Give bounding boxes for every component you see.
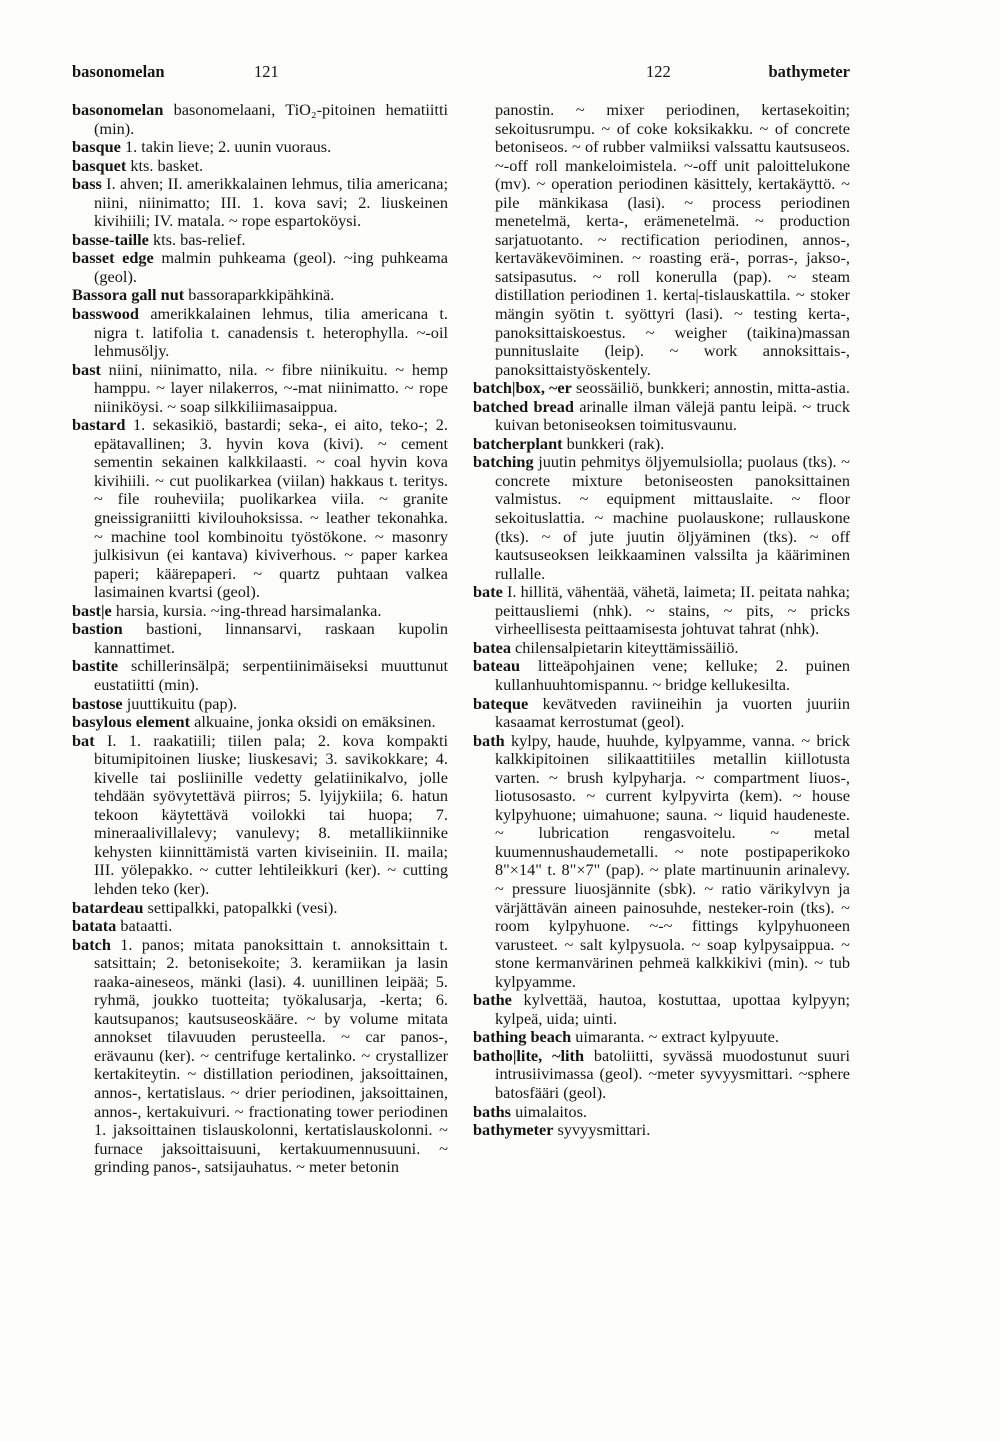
entry-definition: alkuaine, jonka oksidi on emäksinen. bbox=[190, 712, 436, 732]
dictionary-entry bbox=[72, 361, 448, 417]
entry-headword: bateque bbox=[473, 693, 529, 713]
dictionary-entry bbox=[72, 231, 448, 250]
dictionary-column-left bbox=[72, 101, 448, 1177]
entry-definition: juutin pehmitys öljyemulsiolla; puolaus (tks). ~ concrete mixture betoniseosten panoksittainen valmistus. ~ equipment mittauslaite. ~ floor sekoituslattia. ~ machine puolauskone; rullauskone (tks). ~ of jute juutin öljyäminen (tks). ~ off kautsuseoksen leikkaaminen valssilta ja kääriminen rullalle. bbox=[495, 452, 850, 583]
entry-definition: kevätveden raviineihin ja vuorten juuriin kasaamat kerrostumat (geol). bbox=[495, 693, 850, 732]
dictionary-entry bbox=[72, 286, 448, 305]
guide-word-left: basonomelan bbox=[72, 62, 165, 81]
dictionary-entry bbox=[72, 695, 448, 714]
entry-headword: basque bbox=[72, 137, 121, 157]
entry-definition: kts. basket. bbox=[126, 155, 204, 175]
entry-definition: 1. takin lieve; 2. uunin vuoraus. bbox=[120, 137, 332, 157]
dictionary-entry bbox=[72, 917, 448, 936]
entry-headword: baths bbox=[473, 1101, 512, 1121]
entry-definition: settipalkki, patopalkki (vesi). bbox=[143, 897, 338, 917]
dictionary-entry bbox=[473, 583, 850, 639]
entry-headword: bathe bbox=[473, 990, 512, 1010]
page-number-left: 121 bbox=[254, 62, 279, 81]
entry-definition: bastioni, linnansarvi, raskaan kupolin kannattimet. bbox=[94, 619, 448, 657]
entry-headword: batching bbox=[473, 452, 534, 472]
dictionary-entry bbox=[473, 398, 850, 435]
entry-headword: batea bbox=[473, 637, 511, 657]
entry-definition: schillerinsälpä; serpentiinimäiseksi muuttunut eustatiitti (min). bbox=[94, 656, 448, 694]
guide-word-right: bathymeter bbox=[768, 62, 850, 81]
dictionary-entry bbox=[473, 435, 850, 454]
entry-headword: bastose bbox=[72, 693, 123, 713]
entry-headword: bath bbox=[473, 730, 505, 750]
entry-headword: basonomelan bbox=[72, 100, 164, 119]
dictionary-entry bbox=[473, 1121, 850, 1140]
entry-definition: arinalle ilman välejä pantu leipä. ~ truck kuivan betoniseoksen toimitusvaunu. bbox=[495, 396, 850, 435]
dictionary-entry bbox=[473, 101, 850, 379]
dictionary-entry bbox=[72, 157, 448, 176]
entry-definition: uimalaitos. bbox=[511, 1101, 587, 1121]
entry-definition: 1. panos; mitata panoksittain t. annoksittain t. satsittain; 2. betonisekoite; 3. keramiikan ja lasin raaka-aineseos, mänki (lasi). 4. uunillinen leipää; 5. ryhmä, joukko tuotteita; työkalusarja, -kerta; 6. kautsupanos; kautsuseoskääre. ~ by volume mitata annokset tilavuuden perusteella. ~ car panos-, erävaunu (ker). ~ centrifuge kertalinko. ~ crystallizer kertakiteytin. ~ distillation periodinen, jaksoittainen, annos-, kertatislaus. ~ drier periodinen, jaksoittainen, annos-, kertakuivuri. ~ fractionating tower periodinen 1. jaksoittainen tislauskolonni, kertatislauskolonni. ~ furnace jaksoittaisuuni, kertakuumennusuuni. ~ grinding panos-, satsijauhatus. ~ meter betonin bbox=[94, 934, 448, 1177]
entry-headword: bathymeter bbox=[473, 1120, 554, 1140]
entry-headword: batcherplant bbox=[473, 433, 563, 453]
entry-definition: kylvettää, hautoa, kostuttaa, upottaa kylpyyn; kylpeä, uida; uinti. bbox=[495, 990, 850, 1028]
entry-headword: bastion bbox=[72, 619, 123, 639]
entry-definition: panostin. ~ mixer periodinen, kertasekoitin; sekoitusrumpu. ~ of coke koksikakku. ~ of concrete betoniseos. ~ of rubber valmiiksi valssattu kautsuseos. ~-off roll mankeloimistela. ~-off unit paloittelukone (mv). ~ operation periodinen käsittely, kertakäyttö. ~ pile mänkikasa (lasi). ~ process periodinen menetelmä, kerta-, erämenetelmä. ~ production sarjatuotanto. ~ rectification periodinen, annos-, kertaväkevöiminen. ~ roasting erä-, porras-, jakso-, satsipasutus. ~ roll konerulla (pap). ~ steam distillation periodinen 1. kerta|-tislauskattila. ~ stoker mängin syötin t. syöttyri (lasi). ~ testing kerta-, panoksittaiskoestus. ~ weigher (taikina)massan punnituslaite (leip). ~ work annoksittais-, panoksittaistyöskentely. bbox=[495, 100, 850, 379]
entry-definition: I. ahven; II. amerikkalainen lehmus, tilia americana; niini, niinimatto; III. 1. kova savi; 2. liuskeinen kivihiili; IV. matala. ~ rope espartoköysi. bbox=[94, 174, 448, 231]
entry-headword: bast|e bbox=[72, 600, 112, 620]
dictionary-entry bbox=[473, 639, 850, 658]
dictionary-entry bbox=[72, 249, 448, 286]
entry-headword: bathing beach bbox=[473, 1027, 572, 1047]
entry-definition: litteäpohjainen vene; kelluke; 2. puinen kullanhuuhtomispannu. ~ bridge kellukesilta. bbox=[495, 656, 850, 694]
entry-definition: bassoraparkkipähkinä. bbox=[184, 285, 335, 305]
dictionary-entry bbox=[72, 101, 448, 138]
entry-headword: bat bbox=[72, 730, 95, 750]
entry-definition: I. 1. raakatiili; tiilen pala; 2. kova kompakti bitumipitoinen liuske; liuskesavi; 3. savikokkare; 4. kivelle tai posliinille vedetty gelatiinikalvo, jolle tehdään syövytettävä piirros; 5. lyijykiila; 6. hatun tekoon käytettävä voilokki tai huopa; 7. mineraalivillalevy; vanulevy; 8. metallikiinnike kehysten kiinnittämistä varten kiviseiniin. II. maila; III. yölepakko. ~ cutter lehtileikkuri (ker). ~ cutting lehden teko (ker). bbox=[94, 730, 448, 898]
dictionary-entry bbox=[473, 1047, 850, 1103]
dictionary-entry bbox=[473, 1028, 850, 1047]
entry-headword: batch bbox=[72, 934, 111, 954]
dictionary-entry bbox=[72, 602, 448, 621]
dictionary-entry bbox=[473, 695, 850, 732]
entry-headword: bateau bbox=[473, 656, 521, 676]
dictionary-entry bbox=[473, 453, 850, 583]
entry-headword: basswood bbox=[72, 304, 139, 324]
entry-headword: batch|box, ~er bbox=[473, 378, 572, 398]
entry-headword: basylous element bbox=[72, 712, 191, 732]
entry-definition: 1. sekasikiö, bastardi; seka-, ei aito, teko-; 2. epätavallinen; 3. hyvin kova (kivi). ~ cement sementin sekainen kalkkilaasti. ~ coal hyvin kova kivihiili. ~ cut puolikarkea (viilan) hakkaus t. teritys. ~ file rouheviila; puolikarkea viila. ~ granite gneissigraniitti kivilouhoksissa. ~ leather tekonahka. ~ machine tool kombinoitu työstökone. ~ masonry julkisivun (ei kantava) kiviverhous. ~ paper karkea paperi; käärepaperi. ~ quartz puhtaan valkea lasimainen kvartsi (geol). bbox=[94, 415, 448, 602]
page-header-right bbox=[520, 62, 850, 92]
entry-definition: kts. bas-relief. bbox=[148, 229, 246, 249]
dictionary-entry bbox=[72, 620, 448, 657]
entry-headword: bastard bbox=[72, 415, 126, 435]
dictionary-entry bbox=[72, 936, 448, 1177]
page-number-right: 122 bbox=[646, 62, 671, 81]
entry-definition: amerikkalainen lehmus, tilia americana t. nigra t. latifolia t. canadensis t. heterophylla. ~-oil lehmusöljy. bbox=[94, 304, 448, 361]
entry-headword: batardeau bbox=[72, 897, 144, 917]
entry-headword: bast bbox=[72, 359, 101, 379]
entry-headword: bate bbox=[473, 582, 503, 602]
dictionary-entry bbox=[72, 416, 448, 601]
dictionary-column-right bbox=[473, 101, 850, 1140]
entry-definition: I. hillitä, vähentää, vähetä, laimeta; II. peitata nahka; peittausliemi (nhk). ~ stains, ~ pits, ~ pricks virheellisesta peittaamisesta johtuvat tahrat (nhk). bbox=[495, 582, 850, 639]
entry-headword: basse-taille bbox=[72, 229, 149, 249]
entry-definition: basonomelaani, TiO₂-pitoinen hematiitti (min). bbox=[94, 100, 448, 138]
entry-headword: basset edge bbox=[72, 248, 154, 268]
entry-definition: bunkkeri (rak). bbox=[562, 433, 665, 453]
entry-definition: malmin puhkeama (geol). ~ing puhkeama (geol). bbox=[94, 248, 449, 286]
entry-definition: bataatti. bbox=[116, 916, 173, 936]
entry-definition: chilensalpietarin kiteyttämissäiliö. bbox=[510, 637, 739, 657]
dictionary-entry bbox=[473, 379, 850, 398]
dictionary-entry bbox=[473, 1103, 850, 1122]
entry-headword: batata bbox=[72, 916, 117, 936]
entry-headword: bastite bbox=[72, 656, 119, 676]
entry-definition: batoliitti, syvässä muodostunut suuri intrusiivimassa (geol). ~meter syvyysmittari. ~sphere batosfääri (geol). bbox=[495, 1045, 850, 1102]
dictionary-entry bbox=[473, 657, 850, 694]
dictionary-entry bbox=[473, 991, 850, 1028]
entry-definition: harsia, kursia. ~ing-thread harsimalanka. bbox=[111, 600, 382, 620]
dictionary-entry bbox=[72, 713, 448, 732]
entry-headword: batho|lite, ~lith bbox=[473, 1045, 585, 1065]
dictionary-entry bbox=[473, 732, 850, 992]
dictionary-entry bbox=[72, 138, 448, 157]
entry-definition: niini, niinimatto, nila. ~ fibre niinikuitu. ~ hemp hamppu. ~ layer nilakerros, ~-mat niinimatto. ~ rope niiniköysi. ~ soap silkkiliimasaippua. bbox=[94, 359, 448, 416]
dictionary-entry bbox=[72, 657, 448, 694]
entry-definition: juuttikuitu (pap). bbox=[122, 693, 238, 713]
dictionary-entry bbox=[72, 305, 448, 361]
entry-definition: kylpy, haude, huuhde, kylpyamme, vanna. ~ brick kalkkipitoinen silikaattitiiles metallin kiillotusta varten. ~ brush kylpyharja. ~ compartment liuos-, liotusosasto. ~ current kylpyvirta (kem). ~ house kylpyhuone; uimahuone; sauna. ~ liquid haudeneste. ~ lubrication rengasvoitelu. ~ metal kuumennushaudemetalli. ~ note postipaperikoko 8"×14" t. 8"×7" (pap). ~ plate martinuunin arinalevy. ~ pressure liuosjännite (sbk). ~ ratio värikylvyn ja värjättävän aineen painosuhde, nesteker-roin (tks). ~ room kylpyhuone. ~-~ fittings kylpyhuoneen varusteet. ~ salt kylpysuola. ~ soap kylpysaippua. ~ stone kermanvärinen pehmeä kalkkikivi (min). ~ tub kylpyamme. bbox=[495, 730, 850, 991]
entry-headword: batched bread bbox=[473, 396, 574, 416]
dictionary-entry bbox=[72, 732, 448, 899]
dictionary-entry bbox=[72, 175, 448, 231]
entry-definition: uimaranta. ~ extract kylpyuute. bbox=[571, 1027, 779, 1047]
entry-definition: syvyysmittari. bbox=[553, 1120, 651, 1140]
dictionary-entry bbox=[72, 899, 448, 918]
page-header-left bbox=[72, 62, 452, 92]
entry-definition: seossäiliö, bunkkeri; annostin, mitta-astia. bbox=[571, 378, 850, 398]
entry-headword: bass bbox=[72, 174, 102, 194]
entry-headword: Bassora gall nut bbox=[72, 285, 185, 305]
entry-headword: basquet bbox=[72, 155, 127, 175]
